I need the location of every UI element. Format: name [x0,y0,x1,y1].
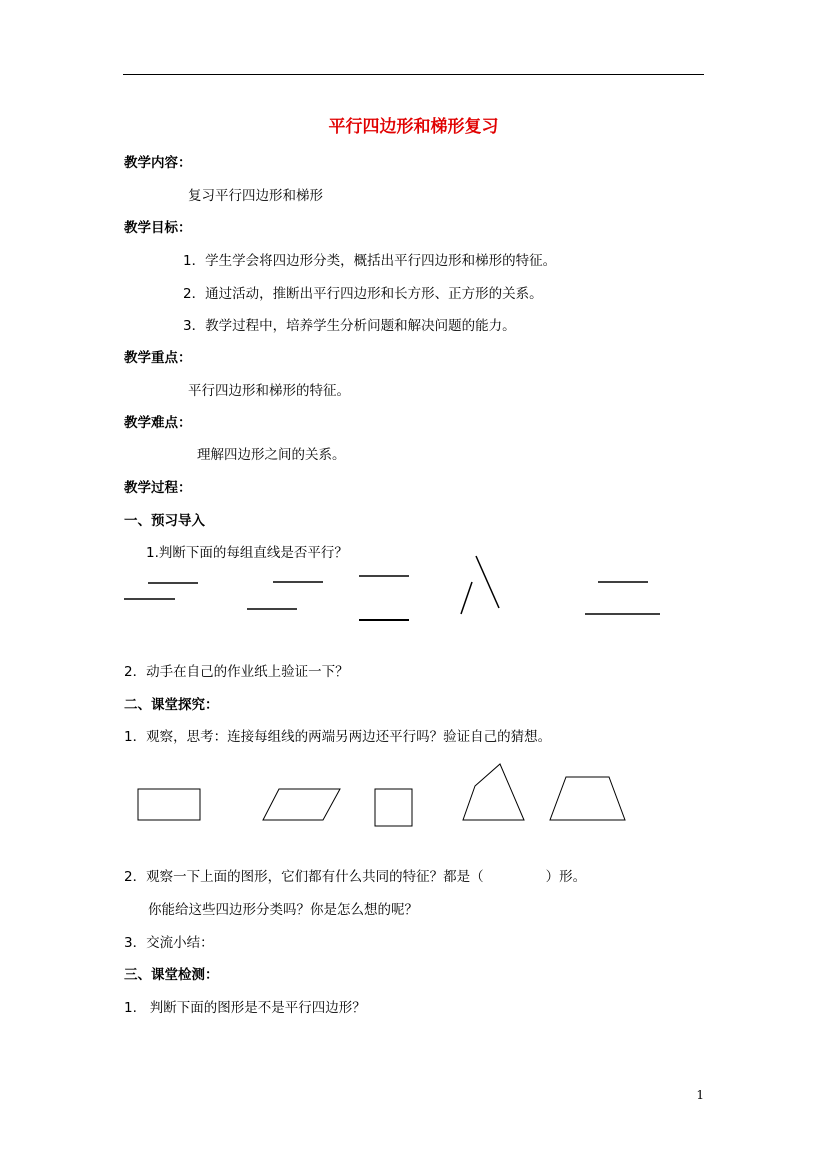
part2-question-2-line2: 你能给这些四边形分类吗？你是怎么想的呢？ [148,902,418,918]
rectangle-shape [138,789,200,820]
part2-question-1: 1．观察，思考：连接每组线的两端另两边还平行吗？验证自己的猜想。 [124,729,552,745]
part1-question-2: 2．动手在自己的作业纸上验证一下？ [124,664,349,680]
content-text: 复习平行四边形和梯形 [188,188,323,204]
part2-question-2 [124,865,586,885]
part2-heading: 二、课堂探究： [124,697,219,713]
part1-heading: 一、预习导入 [124,513,205,529]
part2-question-3: 3．交流小结： [124,935,214,951]
part3-question-1: 1. 判断下面的图形是不是平行四边形？ [124,1000,366,1016]
irregular-quadrilateral-shape [463,764,524,820]
content-heading: 教学内容： [124,155,192,171]
goal-item-1: 1．学生学会将四边形分类，概括出平行四边形和梯形的特征。 [183,253,557,269]
key-heading: 教学重点： [124,350,192,366]
part1-question-1: 1.判断下面的每组直线是否平行？ [146,545,348,561]
key-text: 平行四边形和梯形的特征。 [188,383,350,399]
page-title: 平行四边形和梯形复习 [328,117,499,137]
square-shape [375,789,412,826]
part3-heading: 三、课堂检测： [124,967,219,983]
goal-item-3: 3．教学过程中，培养学生分析问题和解决问题的能力。 [183,318,516,334]
difficulty-heading: 教学难点： [124,415,192,431]
line-pair-4-right [476,556,499,608]
page-number: 1 [696,1088,704,1102]
line-pair-4-left [461,582,472,614]
part2-question-2-start: 2．观察一下上面的图形，它们都有什么共同的特征？都是（ [124,869,484,885]
goals-heading: 教学目标： [124,220,192,236]
part2-question-2-end: ）形。 [545,869,587,885]
trapezoid-shape [550,777,625,820]
difficulty-text: 理解四边形之间的关系。 [197,447,346,463]
parallelogram-shape [263,789,340,820]
process-heading: 教学过程： [124,480,192,496]
goal-item-2: 2．通过活动，推断出平行四边形和长方形、正方形的关系。 [183,286,543,302]
